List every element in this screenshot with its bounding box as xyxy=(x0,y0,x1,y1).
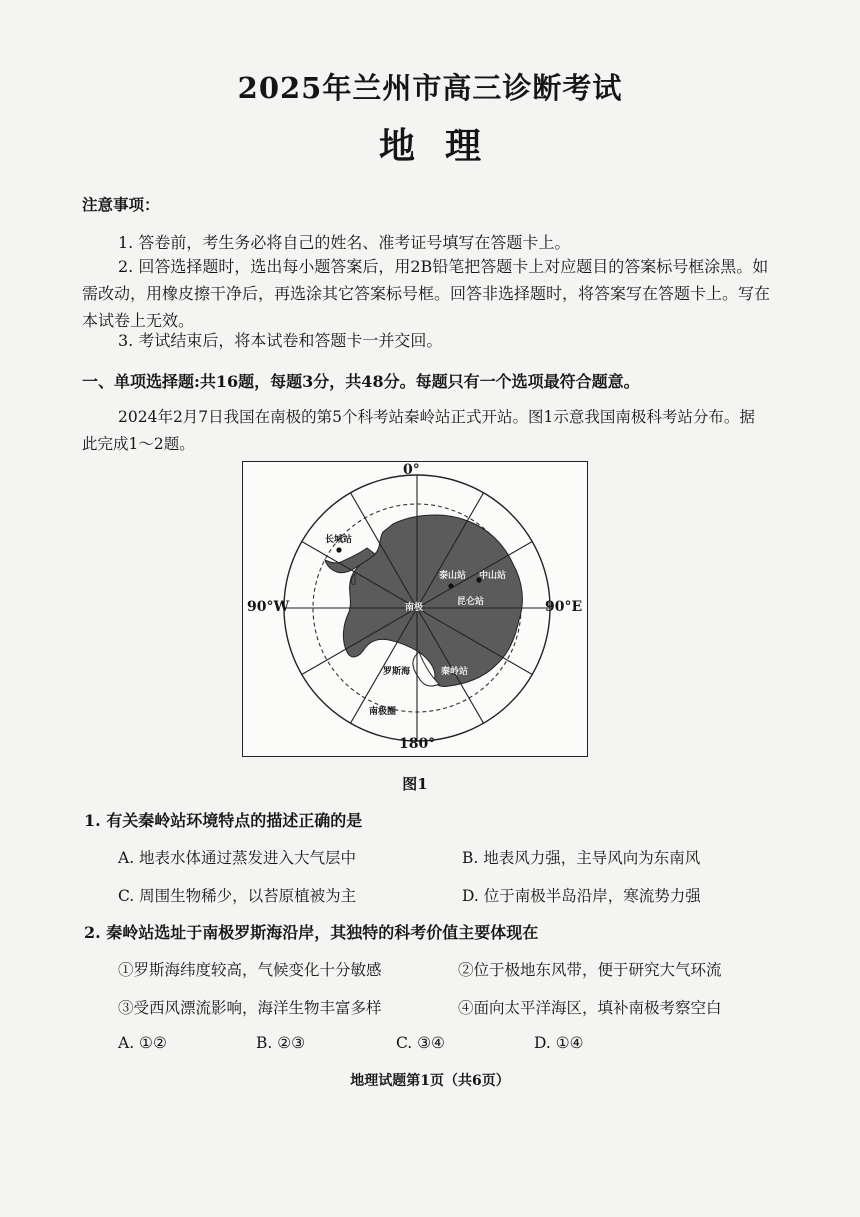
label-kunlun: 昆仑站 xyxy=(457,597,485,607)
label-taishan: 泰山站 xyxy=(439,571,467,581)
great-wall-station-marker xyxy=(336,547,341,552)
question-1-option-a: A. 地表水体通过蒸发进入大气层中 xyxy=(118,849,357,867)
label-zhongshan: 中山站 xyxy=(479,571,507,581)
question-2-statement-2: ②位于极地东风带，便于研究大气环流 xyxy=(458,961,722,979)
label-ross-sea: 罗斯海 xyxy=(383,667,411,677)
figure-caption: 图1 xyxy=(402,775,428,793)
question-1-option-c: C. 周围生物稀少，以苔原植被为主 xyxy=(118,887,357,905)
question-2-statement-4: ④面向太平洋海区，填补南极考察空白 xyxy=(458,999,722,1017)
label-180-degree: 180° xyxy=(399,736,436,752)
label-0-degree: 0° xyxy=(403,462,420,478)
subject-title: 地理 xyxy=(378,125,511,167)
label-90e: 90°E xyxy=(545,599,583,615)
notice-heading: 注意事项： xyxy=(82,195,160,214)
notice-item-2: 2. 回答选择题时，选出每小题答案后，用2B铅笔把答题卡上对应题目的答案标号框涂黑。如需改动，用橡皮擦干净后，再选涂其它答案标号框。回答非选择题时，将答案写在答题卡上。写在本试卷上无效。 xyxy=(82,257,771,330)
taishan-station-marker xyxy=(448,583,453,588)
label-antarctic-circle: 南极圈 xyxy=(369,707,397,717)
exam-title: 2025年兰州市高三诊断考试 xyxy=(237,71,623,105)
question-2-statement-1: ①罗斯海纬度较高，气候变化十分敏感 xyxy=(118,961,382,979)
section-title: 一、单项选择题:共16题，每题3分，共48分。每题只有一个选项最符合题意。 xyxy=(82,372,640,391)
section-intro: 2024年2月7日我国在南极的第5个科考站秦岭站正式开站。图1示意我国南极科考站分布。据此完成1～2题。 xyxy=(82,408,755,453)
label-great-wall: 长城站 xyxy=(325,535,353,545)
question-1-option-d: D. 位于南极半岛沿岸，寒流势力强 xyxy=(462,887,701,905)
question-2-stem: 2. 秦岭站选址于南极罗斯海沿岸，其独特的科考价值主要体现在 xyxy=(84,923,539,942)
label-90w: 90°W xyxy=(247,599,290,615)
page-footer: 地理试题第1页（共6页） xyxy=(350,1073,510,1089)
notice-item-1: 1. 答卷前，考生务必将自己的姓名、准考证号填写在答题卡上。 xyxy=(118,233,571,252)
notice-item-3: 3. 考试结束后，将本试卷和答题卡一并交回。 xyxy=(118,331,443,350)
question-2-option-b: B. ②③ xyxy=(256,1034,306,1052)
question-2-statement-3: ③受西风漂流影响，海洋生物丰富多样 xyxy=(118,999,382,1017)
question-1-option-b: B. 地表风力强，主导风向为东南风 xyxy=(462,849,701,867)
label-south-pole: 南极 xyxy=(405,603,424,613)
question-2-option-d: D. ①④ xyxy=(534,1034,584,1052)
label-qinling: 秦岭站 xyxy=(441,667,469,677)
question-1-stem: 1. 有关秦岭站环境特点的描述正确的是 xyxy=(84,811,363,830)
antarctica-map xyxy=(242,461,588,757)
antarctica-landmass xyxy=(343,515,522,686)
question-2-option-a: A. ①② xyxy=(118,1034,167,1052)
question-2-option-c: C. ③④ xyxy=(396,1034,445,1052)
